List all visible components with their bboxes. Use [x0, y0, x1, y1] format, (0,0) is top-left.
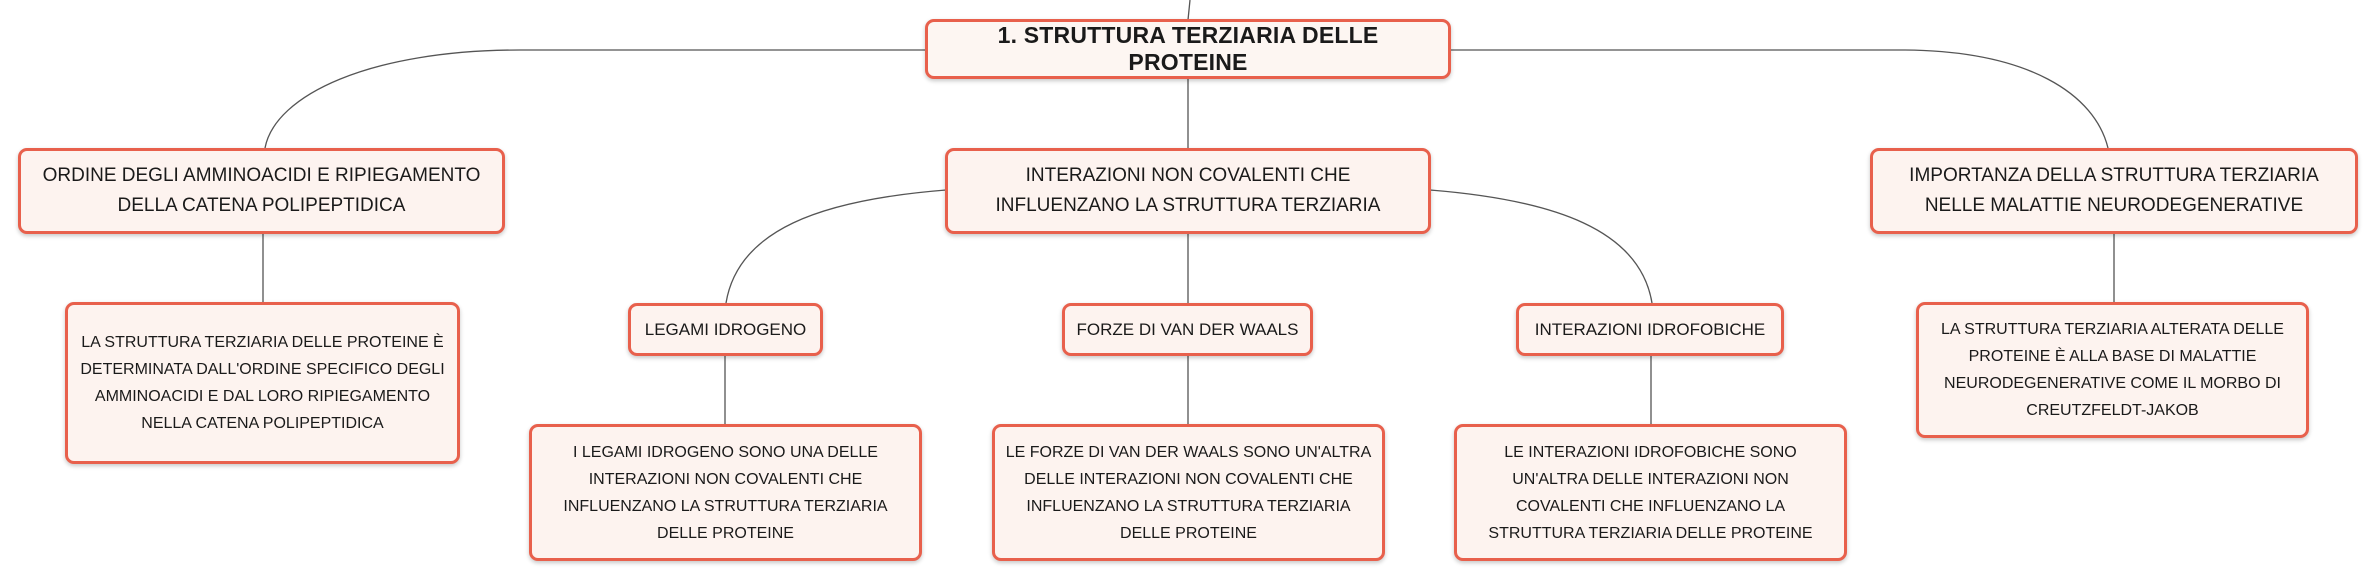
- child-node-van-der-waals[interactable]: [1062, 303, 1313, 356]
- branch-node-non-covalent-interactions[interactable]: [945, 148, 1431, 234]
- detail-node-amino-acid-order[interactable]: [65, 302, 460, 464]
- root-label: 1. STRUTTURA TERZIARIA DELLE PROTEINE: [997, 22, 1379, 75]
- branch-node-amino-acid-order[interactable]: [18, 148, 505, 234]
- branch-label: ORDINE DEGLI AMMINOACIDI E RIPIEGAMENTO DELLA CATENA POLIPEPTIDICA: [42, 165, 481, 216]
- detail-text: LA STRUTTURA TERZIARIA DELLE PROTEINE È DETERMINATA DALL'ORDINE SPECIFICO DEGLI AMMINOACIDI E DAL LORO RIPIEGAMENTO NELLA CATENA POLIPEPTIDICA: [80, 334, 445, 432]
- branch-label: INTERAZIONI NON COVALENTI CHE INFLUENZANO LA STRUTTURA TERZIARIA: [995, 165, 1381, 216]
- branch-label: IMPORTANZA DELLA STRUTTURA TERZIARIA NELLE MALATTIE NEURODEGENERATIVE: [1909, 165, 2319, 216]
- detail-text: LE INTERAZIONI IDROFOBICHE SONO UN'ALTRA DELLE INTERAZIONI NON COVALENTI CHE INFLUENZANO LA STRUTTURA TERZIARIA DELLE PROTEINE: [1488, 443, 1813, 542]
- child-node-hydrogen-bonds[interactable]: [628, 303, 823, 356]
- branch-node-neurodegenerative-diseases[interactable]: [1870, 148, 2358, 234]
- detail-node-hydrophobic-interactions[interactable]: [1454, 424, 1847, 561]
- child-label: LEGAMI IDROGENO: [644, 319, 807, 339]
- connector-root-branch-1: [265, 50, 925, 148]
- connector-root-top: [1188, 0, 1190, 20]
- child-label: INTERAZIONI IDROFOBICHE: [1534, 319, 1766, 339]
- detail-node-van-der-waals[interactable]: [992, 424, 1385, 561]
- connector-root-branch-3: [1450, 50, 2108, 148]
- detail-text: LA STRUTTURA TERZIARIA ALTERATA DELLE PROTEINE È ALLA BASE DI MALATTIE NEURODEGENERATIVE COME IL MORBO DI CREUTZFELDT-JAKOB: [1941, 321, 2284, 419]
- detail-text: LE FORZE DI VAN DER WAALS SONO UN'ALTRA DELLE INTERAZIONI NON COVALENTI CHE INFLUENZANO LA STRUTTURA TERZIARIA DELLE PROTEINE: [1005, 443, 1372, 542]
- connector-branch-2-child-1: [726, 190, 946, 303]
- child-node-hydrophobic-interactions[interactable]: [1516, 303, 1784, 356]
- child-label: FORZE DI VAN DER WAALS: [1076, 319, 1299, 339]
- root-node[interactable]: [925, 19, 1451, 79]
- connector-branch-2-child-3: [1430, 190, 1652, 303]
- detail-node-neurodegenerative-diseases[interactable]: [1916, 302, 2309, 438]
- detail-node-hydrogen-bonds[interactable]: [529, 424, 922, 561]
- detail-text: I LEGAMI IDROGENO SONO UNA DELLE INTERAZIONI NON COVALENTI CHE INFLUENZANO LA STRUTTURA TERZIARIA DELLE PROTEINE: [563, 443, 888, 542]
